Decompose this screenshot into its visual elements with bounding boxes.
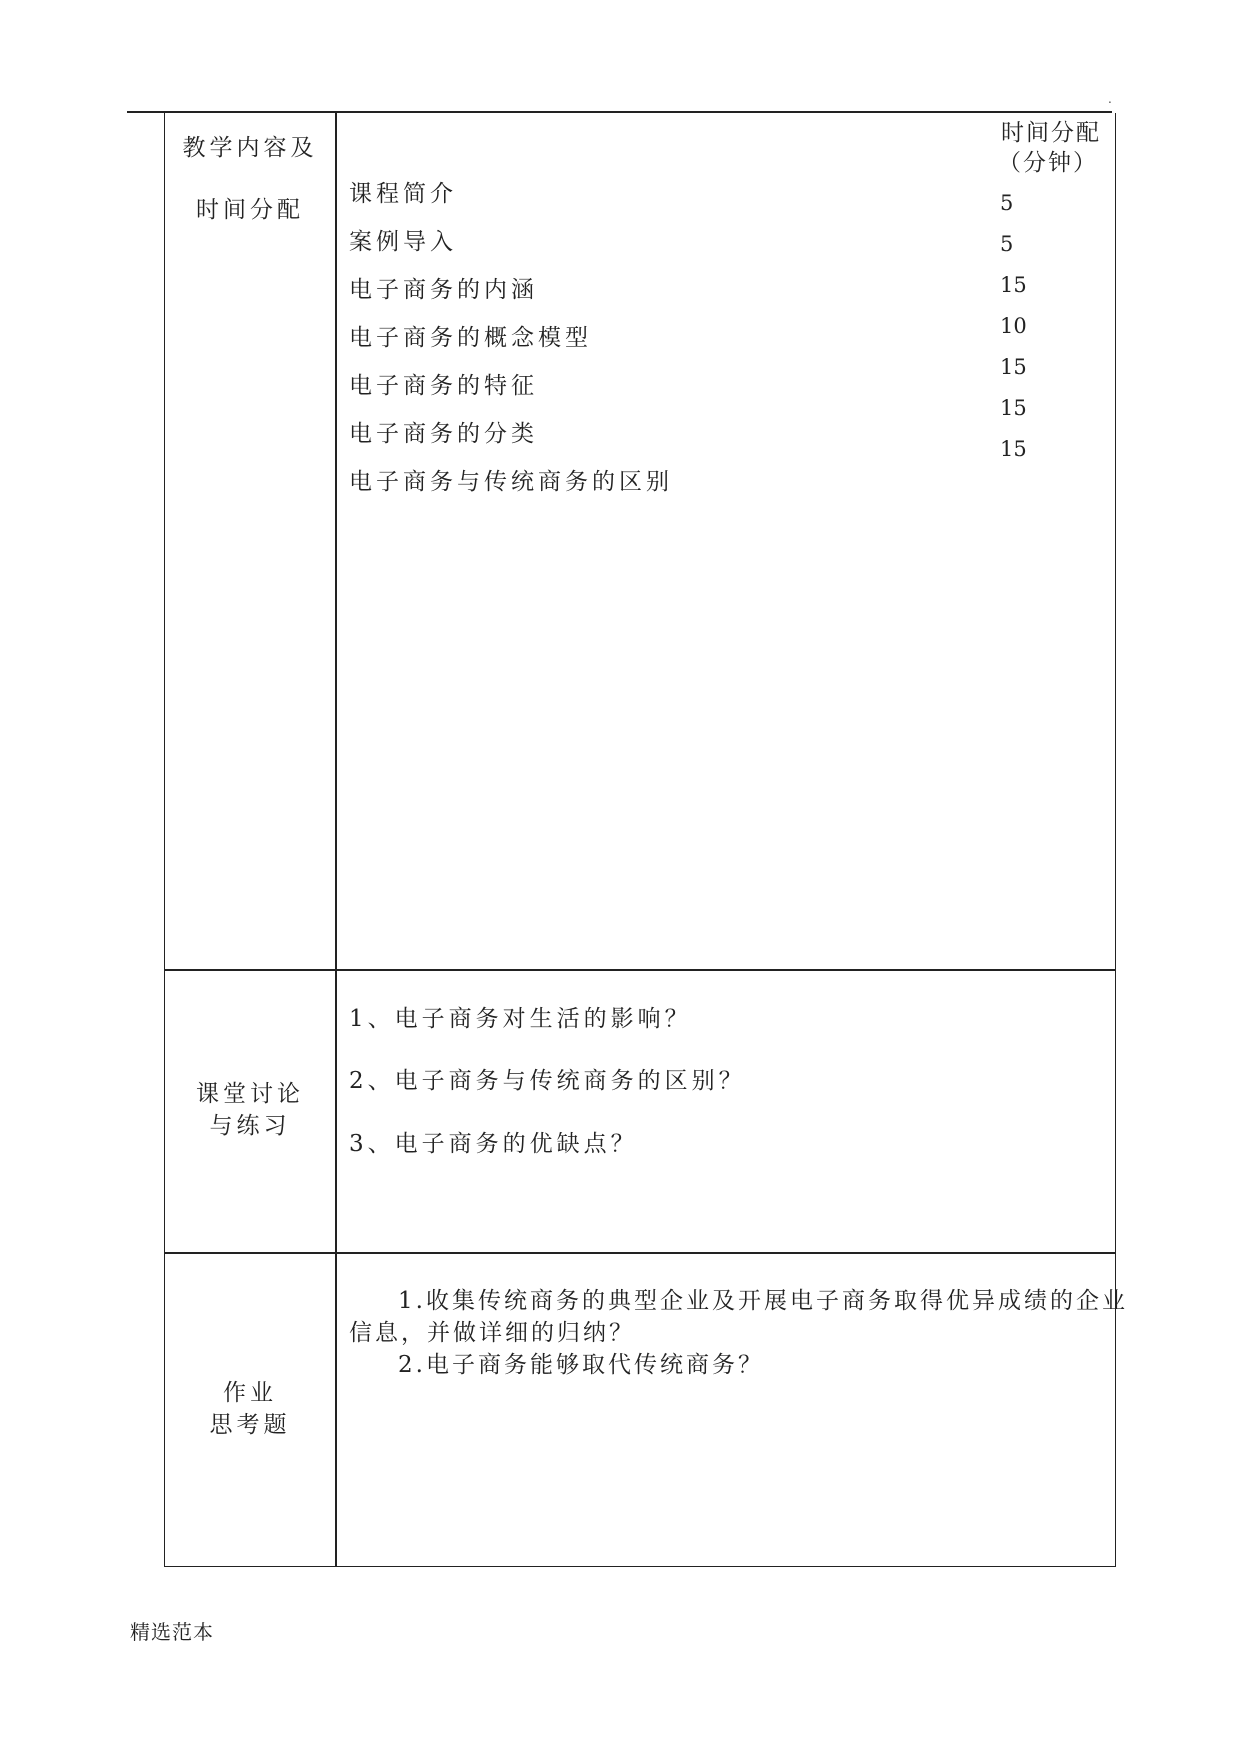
teaching-item: 电子商务的特征 bbox=[349, 373, 538, 399]
column-divider bbox=[335, 113, 337, 1566]
teaching-item: 电子商务与传统商务的区别 bbox=[349, 469, 673, 495]
teaching-label-line1: 教学内容及 bbox=[182, 135, 318, 161]
homework-label-line1: 作业 bbox=[223, 1380, 277, 1406]
time-header-line2: （分钟） bbox=[998, 150, 1098, 176]
minutes-value: 15 bbox=[1000, 273, 1027, 297]
homework-question-2: 2.电子商务能够取代传统商务？ bbox=[398, 1352, 764, 1378]
minutes-value: 5 bbox=[1000, 232, 1014, 256]
minutes-value: 15 bbox=[1000, 396, 1027, 420]
lesson-plan-table bbox=[164, 113, 1128, 1567]
teaching-item: 电子商务的内涵 bbox=[349, 277, 538, 303]
discussion-question: 3、电子商务的优缺点？ bbox=[349, 1131, 638, 1157]
teaching-label-line2: 时间分配 bbox=[196, 197, 304, 223]
homework-label-line2: 思考题 bbox=[209, 1412, 291, 1438]
time-header-line1: 时间分配 bbox=[1001, 120, 1101, 146]
footer-text: 精选范本 bbox=[130, 1620, 214, 1644]
minutes-value: 5 bbox=[1000, 191, 1014, 215]
teaching-item: 案例导入 bbox=[349, 229, 457, 255]
discussion-question: 2、电子商务与传统商务的区别？ bbox=[349, 1068, 746, 1094]
homework-question-1-line1: 1.收集传统商务的典型企业及开展电子商务取得优异成绩的企业 bbox=[398, 1288, 1128, 1314]
minutes-value: 15 bbox=[1000, 355, 1027, 379]
teaching-item: 课程简介 bbox=[349, 181, 457, 207]
discussion-label-line2: 与练习 bbox=[209, 1113, 291, 1139]
discussion-question: 1、电子商务对生活的影响？ bbox=[349, 1006, 692, 1032]
header-mark: . bbox=[1108, 92, 1112, 106]
minutes-value: 15 bbox=[1000, 437, 1027, 461]
discussion-label-line1: 课堂讨论 bbox=[196, 1081, 304, 1107]
homework-question-1-line2: 信息，并做详细的归纳？ bbox=[349, 1320, 635, 1346]
teaching-item: 电子商务的分类 bbox=[349, 421, 538, 447]
teaching-item: 电子商务的概念模型 bbox=[349, 325, 592, 351]
minutes-value: 10 bbox=[1000, 314, 1027, 338]
row-divider-2 bbox=[165, 1252, 1115, 1254]
row-divider-1 bbox=[165, 969, 1115, 971]
